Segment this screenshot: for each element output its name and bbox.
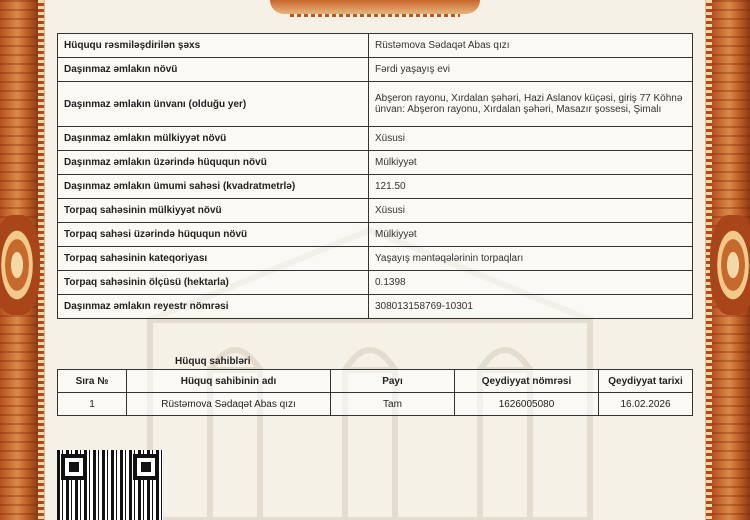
table-row <box>58 223 693 247</box>
row-label: Daşınmaz əmlakın növü <box>58 58 369 82</box>
row-value: Fərdi yaşayış evi <box>369 58 693 82</box>
row-value: 0.1398 <box>369 271 693 295</box>
table-row <box>58 34 693 58</box>
table-row <box>58 151 693 175</box>
table-row <box>58 295 693 319</box>
row-label: Torpaq sahəsinin mülkiyyət növü <box>58 199 369 223</box>
ornament-medallion-right <box>710 215 750 315</box>
row-value: Mülkiyyət <box>369 223 693 247</box>
row-value: 308013158769-10301 <box>369 295 693 319</box>
table-row <box>58 175 693 199</box>
column-header: Sıra № <box>58 370 127 393</box>
row-value: Abşeron rayonu, Xırdalan şəhəri, Hazi Aslanov küçəsi, giriş 77 Köhnə ünvan: Abşeron rayonu, Xırdalan şəhəri, Masazır şossesi, Şimalı <box>369 82 693 127</box>
owners-title: Hüquq sahibləri <box>175 356 251 367</box>
cell-owner-name: Rüstəmova Sədaqət Abas qızı <box>127 393 331 416</box>
table-row <box>58 82 693 127</box>
row-value: Mülkiyyət <box>369 151 693 175</box>
table-row <box>58 199 693 223</box>
row-label: Daşınmaz əmlakın mülkiyyət növü <box>58 127 369 151</box>
row-value: 121.50 <box>369 175 693 199</box>
column-header: Qeydiyyat tarixi <box>599 370 693 393</box>
row-label: Torpaq sahəsinin kateqoriyası <box>58 247 369 271</box>
cell-share: Tam <box>331 393 455 416</box>
cell-registration-number: 1626005080 <box>455 393 599 416</box>
table-row <box>58 58 693 82</box>
row-label: Daşınmaz əmlakın ümumi sahəsi (kvadratmetrlə) <box>58 175 369 199</box>
owners-table <box>57 369 693 416</box>
row-label: Torpaq sahəsi üzərində hüququn növü <box>58 223 369 247</box>
row-label: Torpaq sahəsinin ölçüsü (hektarla) <box>58 271 369 295</box>
qr-code <box>57 450 163 520</box>
owners-header-row <box>58 370 693 393</box>
column-header: Payı <box>331 370 455 393</box>
cell-order: 1 <box>58 393 127 416</box>
table-row <box>58 127 693 151</box>
ornament-medallion-left <box>0 215 40 315</box>
row-label: Hüququ rəsmiləşdirilən şəxs <box>58 34 369 58</box>
property-info-table <box>57 33 693 319</box>
table-row <box>58 271 693 295</box>
top-ornament <box>270 0 480 14</box>
row-label: Daşınmaz əmlakın reyestr nömrəsi <box>58 295 369 319</box>
column-header: Hüquq sahibinin adı <box>127 370 331 393</box>
row-value: Yaşayış məntəqələrinin torpaqları <box>369 247 693 271</box>
row-value: Xüsusi <box>369 199 693 223</box>
row-label: Daşınmaz əmlakın ünvanı (olduğu yer) <box>58 82 369 127</box>
row-value: Xüsusi <box>369 127 693 151</box>
row-label: Daşınmaz əmlakın üzərində hüququn növü <box>58 151 369 175</box>
cell-registration-date: 16.02.2026 <box>599 393 693 416</box>
table-row <box>58 393 693 416</box>
column-header: Qeydiyyat nömrəsi <box>455 370 599 393</box>
row-value: Rüstəmova Sədaqət Abas qızı <box>369 34 693 58</box>
table-row <box>58 247 693 271</box>
